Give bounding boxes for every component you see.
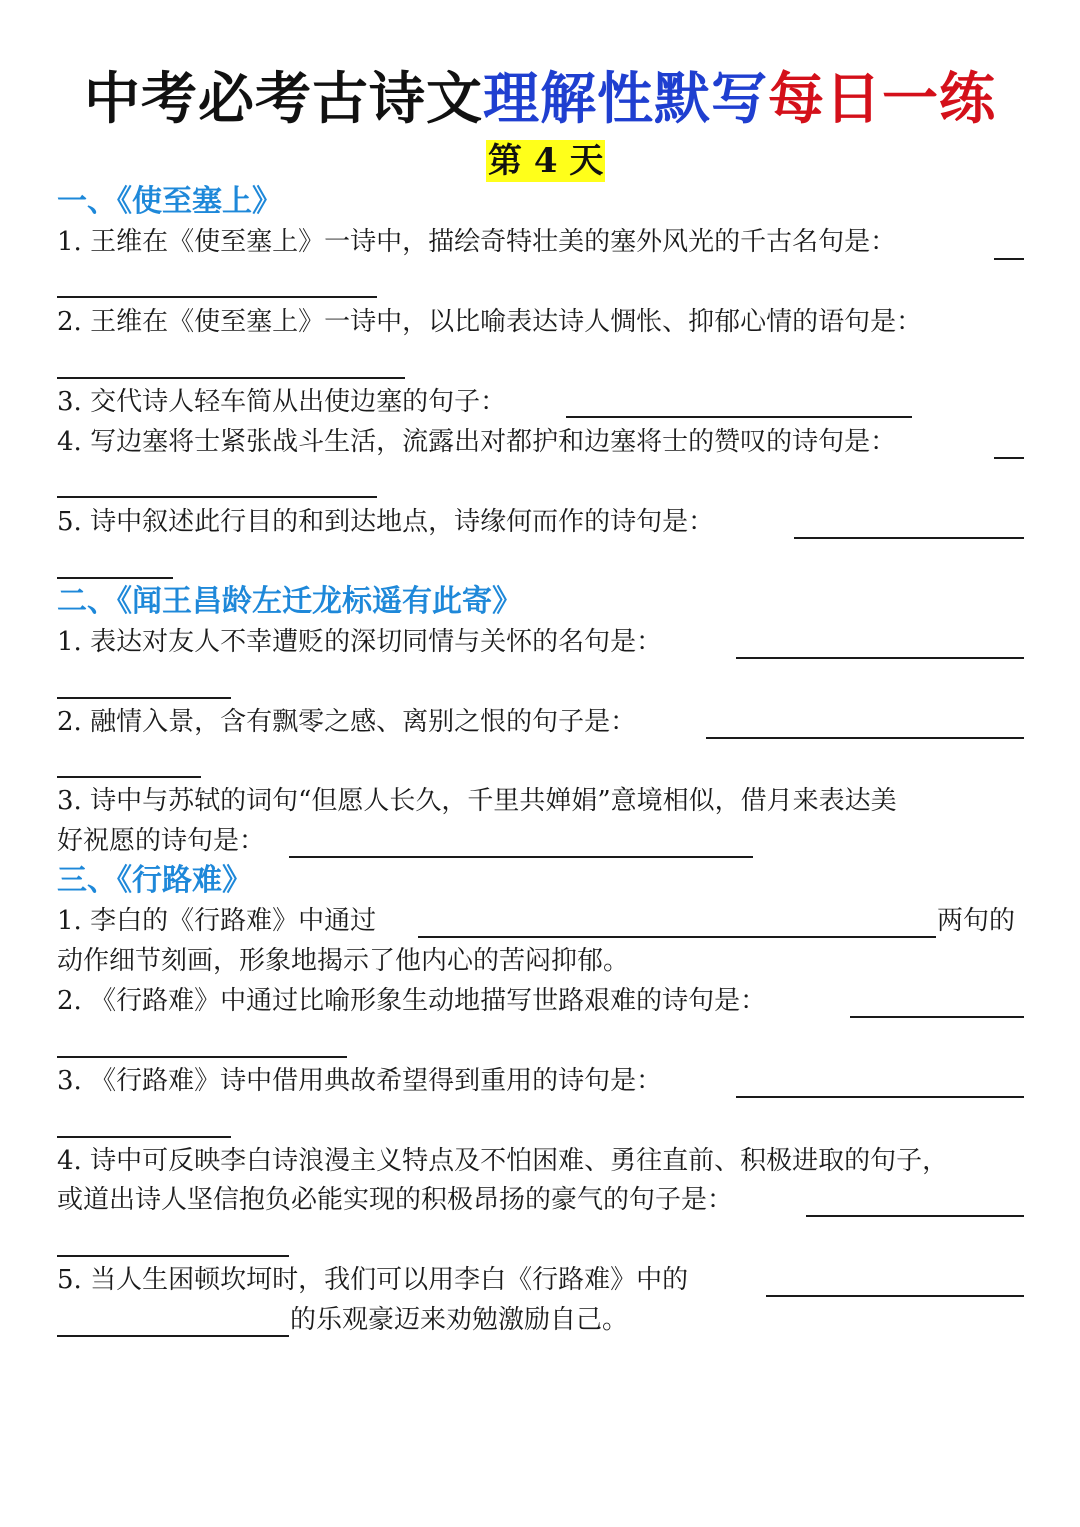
title-part-black: 中考必考古诗文 [84, 67, 483, 132]
s1-q1-blank-a[interactable] [994, 258, 1024, 260]
day-label: 第 4 天 [488, 141, 604, 181]
s2-question-1: 1. 表达对友人不幸遭贬的深切同情与关怀的名句是： [57, 627, 663, 657]
s3-q4-blank-b[interactable] [57, 1255, 289, 1257]
s2-q2-blank-a[interactable] [706, 737, 1024, 739]
s1-question-1: 1. 王维在《使至塞上》一诗中，描绘奇特壮美的塞外风光的千古名句是： [57, 227, 897, 257]
s1-q2-blank[interactable] [57, 377, 405, 379]
s1-q5-blank-b[interactable] [57, 577, 173, 579]
s3-question-1: 1. 李白的《行路难》中通过 [57, 906, 377, 936]
s3-question-4-cont: 或道出诗人坚信抱负必能实现的积极昂扬的豪气的句子是： [57, 1185, 734, 1215]
section-heading-2: 二、《闻王昌龄左迁龙标遥有此寄》 [57, 584, 522, 619]
s3-question-5: 5. 当人生困顿坎坷时，我们可以用李白《行路难》中的 [57, 1265, 689, 1295]
s2-question-3-cont: 好祝愿的诗句是： [57, 826, 266, 856]
s3-q5-blank-a[interactable] [766, 1295, 1024, 1297]
s3-q2-blank-b[interactable] [57, 1056, 347, 1058]
s3-question-4: 4. 诗中可反映李白诗浪漫主义特点及不怕困难、勇往直前、积极进取的句子， [57, 1146, 949, 1176]
s1-q5-blank-a[interactable] [794, 537, 1024, 539]
page-title [0, 62, 1080, 138]
s1-q3-blank[interactable] [566, 416, 912, 418]
s3-question-3: 3. 《行路难》诗中借用典故希望得到重用的诗句是： [57, 1066, 663, 1096]
s3-q1-blank[interactable] [418, 936, 936, 938]
s2-q2-blank-b[interactable] [57, 776, 201, 778]
s1-question-2: 2. 王维在《使至塞上》一诗中，以比喻表达诗人惆怅、抑郁心情的语句是： [57, 307, 923, 337]
s3-question-2: 2. 《行路难》中通过比喻形象生动地描写世路艰难的诗句是： [57, 986, 767, 1016]
s2-q1-blank-a[interactable] [736, 657, 1024, 659]
s1-question-3: 3. 交代诗人轻车简从出使边塞的句子： [57, 387, 507, 417]
section-heading-3: 三、《行路难》 [57, 863, 252, 898]
s1-q4-blank-b[interactable] [57, 496, 377, 498]
s2-q3-blank[interactable] [289, 856, 753, 858]
section-heading-1: 一、《使至塞上》 [57, 184, 282, 219]
s1-q4-blank-a[interactable] [994, 457, 1024, 459]
s1-question-4: 4. 写边塞将士紧张战斗生活，流露出对都护和边塞将士的赞叹的诗句是： [57, 427, 897, 457]
s3-q5-blank-b[interactable] [57, 1335, 289, 1337]
title-part-red: 每日一练 [768, 67, 996, 132]
s3-question-5-cont: 的乐观豪迈来劝勉激励自己。 [290, 1305, 629, 1335]
title-part-blue: 理解性默写 [483, 67, 768, 132]
s3-question-1-tail: 两句的 [937, 906, 1016, 936]
s2-q1-blank-b[interactable] [57, 697, 231, 699]
s3-question-1-cont: 动作细节刻画，形象地揭示了他内心的苦闷抑郁。 [57, 946, 630, 976]
s2-question-3: 3. 诗中与苏轼的词句“但愿人长久，千里共婵娟”意境相似，借月来表达美 [57, 786, 897, 816]
s2-question-2: 2. 融情入景，含有飘零之感、离别之恨的句子是： [57, 707, 637, 737]
s1-q1-blank-b[interactable] [57, 296, 377, 298]
s3-q4-blank-a[interactable] [806, 1215, 1024, 1217]
s3-q3-blank-b[interactable] [57, 1136, 231, 1138]
s3-q2-blank-a[interactable] [850, 1016, 1024, 1018]
s3-q3-blank-a[interactable] [736, 1096, 1024, 1098]
s1-question-5: 5. 诗中叙述此行目的和到达地点，诗缘何而作的诗句是： [57, 507, 715, 537]
